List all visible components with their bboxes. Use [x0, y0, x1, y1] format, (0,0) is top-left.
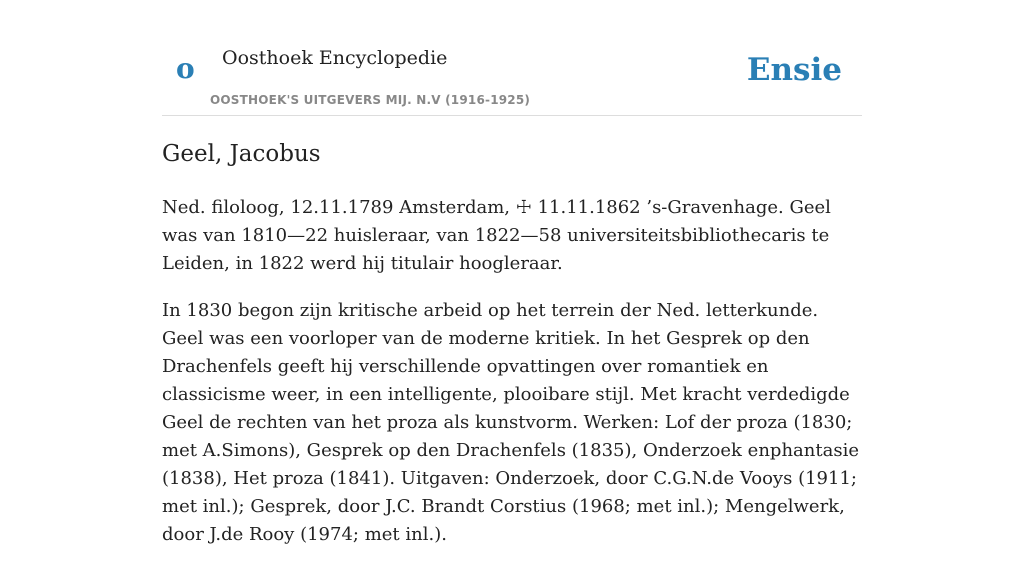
encyclopedia-title[interactable]: Oosthoek Encyclopedie: [222, 47, 448, 69]
article-paragraph: Ned. filoloog, 12.11.1789 Amsterdam, ☩ 11.11.1862 ’s-Gravenhage. Geel was van 1810—22 huisleraar, van 1822—58 universiteitsbibliothecaris te Leiden, in 1822 werd hij titulair hoogleraar.: [162, 197, 831, 274]
ensie-home-link[interactable]: Ensie: [746, 52, 842, 88]
encyclopedia-logo[interactable]: o: [176, 52, 195, 85]
article-paragraph: In 1830 begon zijn kritische arbeid op het terrein der Ned. letterkunde. Geel was een voorloper van de moderne kritiek. In het Gesprek op den Drachenfels geeft hij verschillende opvattingen over romantiek en classicisme weer, in een intelligente, plooibare stijl. Met kracht verdedigde Geel de rechten van het proza als kunstvorm. Werken: Lof der proza (1830; met A.Simons), Gesprek op den Drachenfels (1835), Onderzoek enphantasie (1838), Het proza (1841). Uitgaven: Onderzoek, door C.G.N.de Vooys (1911; met inl.); Gesprek, door J.C. Brandt Corstius (1968; met inl.); Mengelwerk, door J.de Rooy (1974; met inl.).: [162, 300, 859, 545]
article: [162, 138, 862, 568]
site-header: [162, 40, 862, 116]
article-title: Geel, Jacobus: [162, 141, 321, 167]
publisher-subtitle: OOSTHOEK'S UITGEVERS MIJ. N.V (1916-1925): [210, 93, 531, 107]
